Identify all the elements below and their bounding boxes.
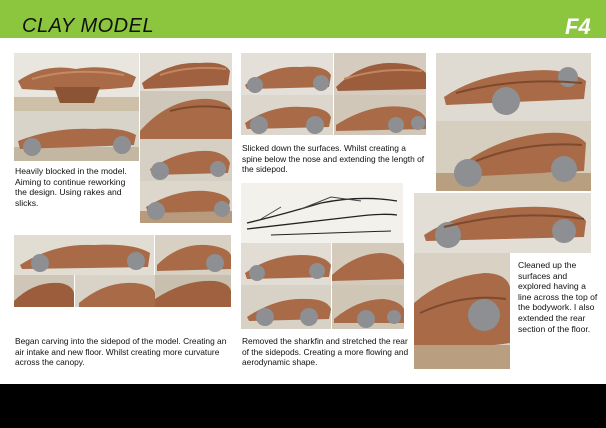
- caption-block-2: Slicked down the surfaces. Whilst creating a spine below the nose and extending the length of the sidepod.: [242, 143, 425, 175]
- clay-photo-4d: [75, 275, 155, 307]
- clay-photo-5a: [241, 243, 331, 285]
- clay-photo-6b: [414, 253, 510, 369]
- caption-block-1: Heavily blocked in the model. Aiming to continue reworking the design. Using rakes and slicks.: [15, 166, 127, 208]
- clay-photo-4e: [155, 275, 231, 307]
- clay-photo-1f: [140, 181, 232, 223]
- clay-photo-5b: [332, 243, 404, 285]
- clay-photo-2d: [334, 95, 426, 135]
- clay-photo-4b: [155, 235, 231, 275]
- side-profile-sketch: [241, 183, 403, 243]
- page-title: CLAY MODEL: [22, 15, 155, 37]
- clay-photo-2b: [334, 53, 426, 95]
- clay-photo-4c: [14, 275, 74, 307]
- clay-photo-6a: [414, 193, 591, 253]
- clay-photo-3a: [436, 53, 591, 121]
- clay-photo-5c: [241, 285, 331, 329]
- clay-photo-1d: [140, 91, 232, 139]
- clay-photo-1c: [140, 53, 232, 91]
- clay-photo-5d: [332, 285, 404, 329]
- clay-photo-1b: [14, 111, 139, 161]
- brand-mark-text: F4: [565, 14, 591, 38]
- clay-photo-1e: [140, 139, 232, 181]
- caption-block-5: Removed the sharkfin and stretched the rear of the sidepods. Creating a more flowing and aerodynamic shape.: [242, 336, 409, 368]
- f4-logo: [564, 12, 598, 38]
- caption-block-4: Began carving into the sidepod of the model. Creating an air intake and new floor. Whilst creating more curvature across the canopy.: [15, 336, 227, 368]
- clay-photo-2c: [241, 95, 333, 135]
- clay-photo-1a: [14, 53, 139, 111]
- clay-photo-4a: [14, 235, 154, 275]
- caption-block-6: Cleaned up the surfaces and explored having a line across the top of the bodywork. I also extended the rear section of the floor.: [518, 260, 598, 334]
- header-bar: [0, 0, 606, 38]
- clay-photo-2a: [241, 53, 333, 95]
- clay-photo-3b: [436, 121, 591, 191]
